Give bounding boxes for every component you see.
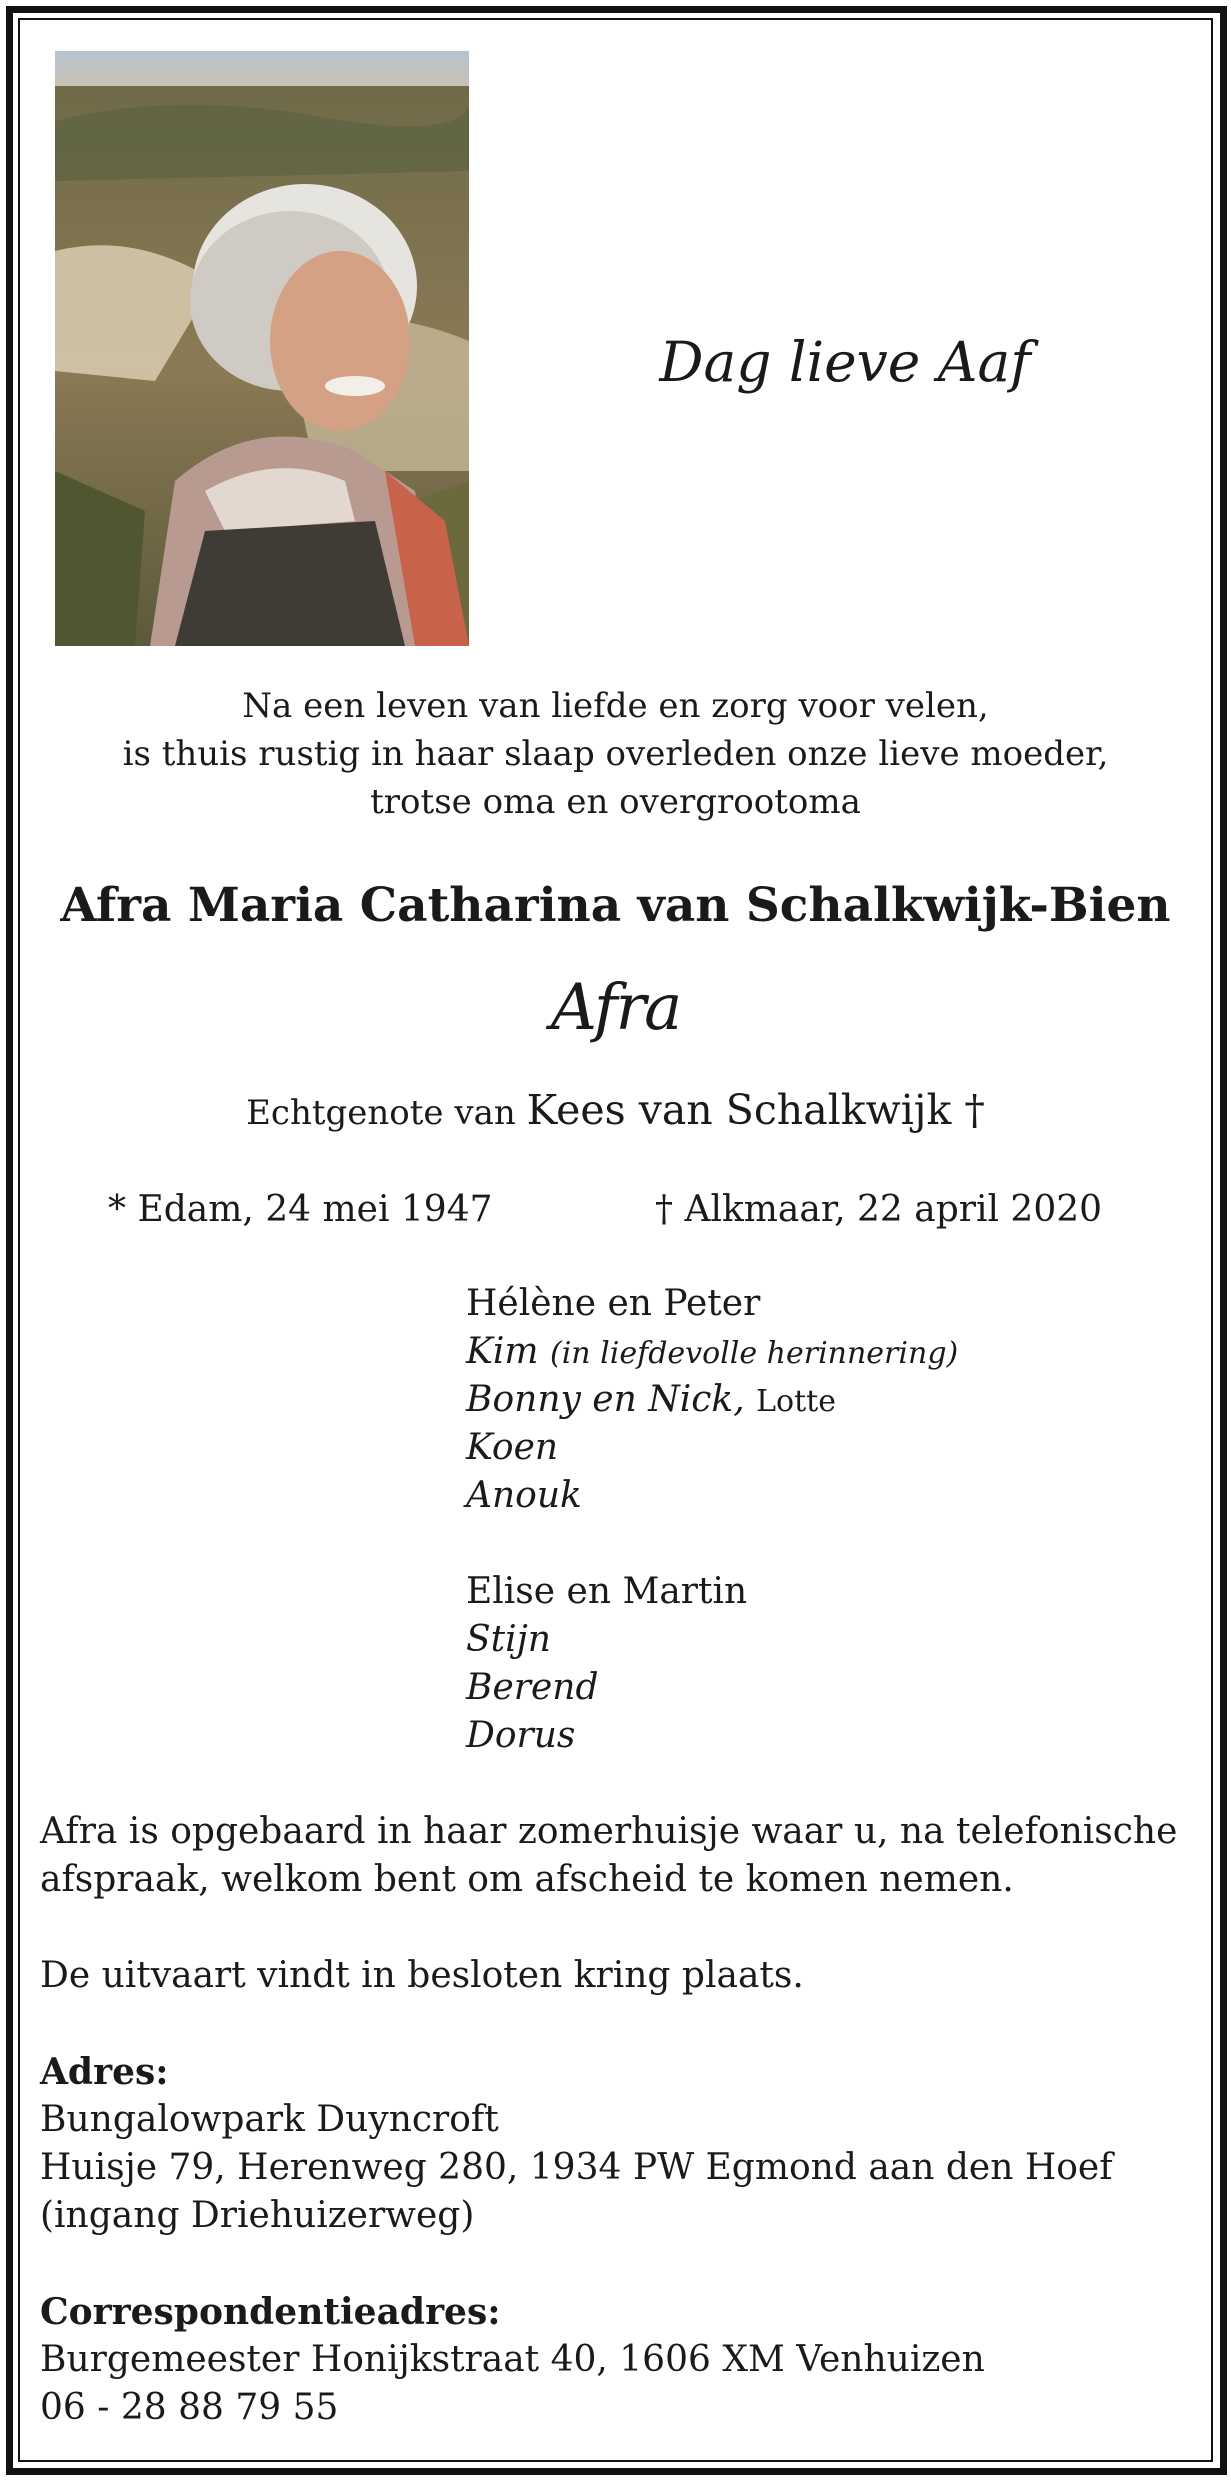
grandchild-name: Kim	[466, 1331, 539, 1372]
death-date: † Alkmaar, 22 april 2020	[655, 1189, 1103, 1230]
grandchild-name: Anouk	[466, 1475, 582, 1516]
grandchild-name: Stijn	[466, 1619, 551, 1660]
portrait-photo	[55, 51, 469, 646]
intro-line: is thuis rustig in haar slaap overleden onze lieve moeder,	[122, 734, 1109, 774]
intro-line: Na een leven van liefde en zorg voor velen,	[242, 686, 989, 726]
intro-text	[30, 682, 1201, 826]
correspondence-address: Burgemeester Honijkstraat 40, 1606 XM Venhuizen	[40, 2339, 985, 2380]
grandchild-name: Koen	[466, 1427, 559, 1468]
address-line: Bungalowpark Duyncroft	[40, 2099, 499, 2140]
memorial-note: (in liefdevolle herinnering)	[550, 1336, 959, 1371]
spouse-prefix: Echtgenote van	[246, 1093, 516, 1133]
funeral-note: De uitvaart vindt in besloten kring plaats.	[40, 1955, 804, 1996]
motto: Dag lieve Aaf	[659, 330, 1031, 394]
correspondence-heading: Correspondentieadres:	[40, 2291, 501, 2333]
details-text	[40, 1808, 1211, 2432]
address-line: (ingang Driehuizerweg)	[40, 2195, 475, 2236]
grandchild-name: Berend	[466, 1667, 599, 1708]
spouse-line	[30, 1084, 1201, 1139]
address-heading: Adres:	[40, 2051, 169, 2093]
phone-number: 06 - 28 88 79 55	[40, 2387, 339, 2428]
spacer	[40, 2000, 1211, 2048]
spacer	[40, 2240, 1211, 2288]
family-list	[466, 1280, 958, 1760]
spacer	[40, 1904, 1211, 1952]
viewing-line: Afra is opgebaard in haar zomerhuisje waar u, na telefonische	[40, 1811, 1178, 1852]
family-parents: Hélène en Peter	[466, 1283, 761, 1324]
spouse-name: Kees van Schalkwijk †	[526, 1086, 985, 1134]
great-grandchild-name: Lotte	[756, 1384, 836, 1419]
deceased-full-name: Afra Maria Catharina van Schalkwijk-Bien	[60, 878, 1171, 933]
spacer	[466, 1520, 958, 1568]
portrait-illustration	[55, 51, 469, 646]
intro-line: trotse oma en overgrootoma	[370, 782, 861, 822]
address-line: Huisje 79, Herenweg 280, 1934 PW Egmond aan den Hoef	[40, 2147, 1113, 2188]
nickname-signature: Afra	[550, 971, 681, 1045]
viewing-line: afspraak, welkom bent om afscheid te komen nemen.	[40, 1859, 1014, 1900]
family-member	[466, 1376, 958, 1424]
grandchild-name: Bonny en Nick,	[466, 1379, 745, 1420]
grandchild-name: Dorus	[466, 1715, 576, 1756]
family-member	[466, 1328, 958, 1376]
family-parents: Elise en Martin	[466, 1571, 748, 1612]
birth-date: * Edam, 24 mei 1947	[108, 1189, 493, 1230]
